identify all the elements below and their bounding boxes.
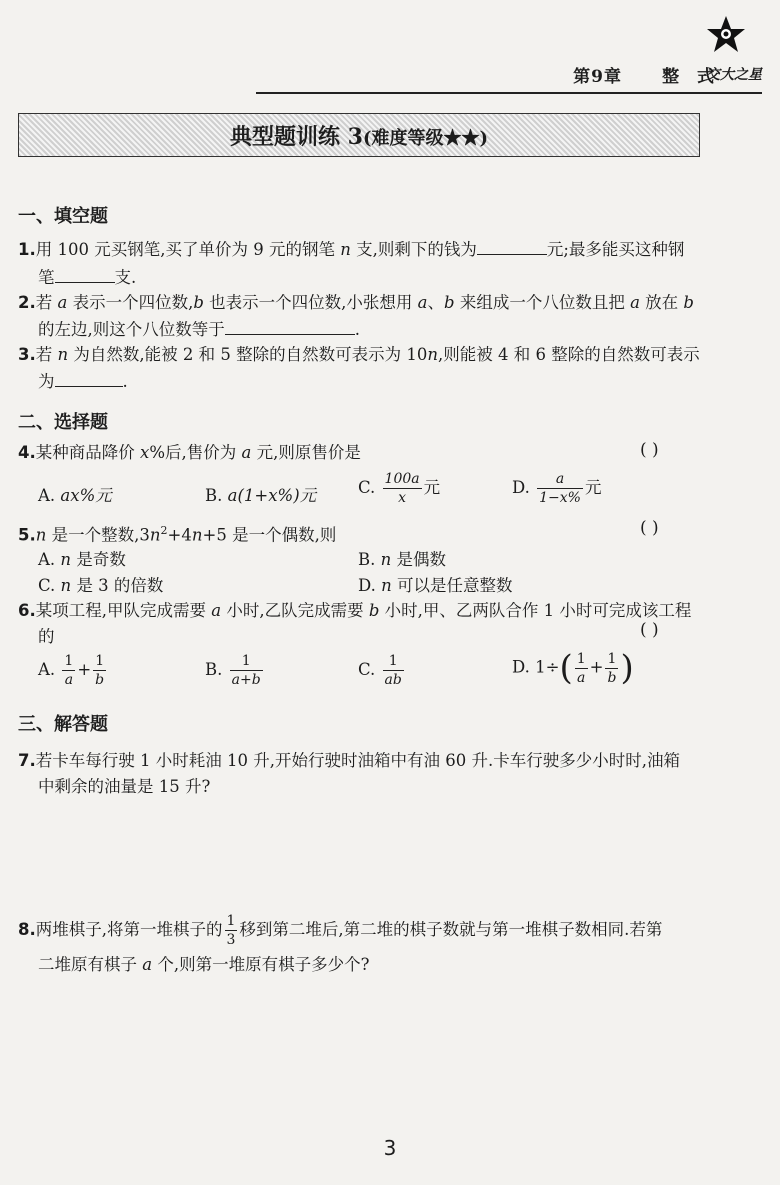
chapter-label: 第9章 xyxy=(573,67,622,87)
answer-paren[interactable]: ( ) xyxy=(640,440,659,460)
q5-option-d[interactable]: D. n 可以是任意整数 xyxy=(358,576,513,595)
q4-option-c[interactable]: C. $\frac{100a}{x}$ 元 xyxy=(358,471,441,506)
question-8-line-1: 8.两堆棋子,将第一堆棋子的 $\frac{1}{3}$ 移到第二堆后,第二堆的棋子数就与第一堆棋子数相同.若第 xyxy=(18,913,663,948)
question-1-line-2: 笔 支. xyxy=(38,264,136,291)
difficulty-label: (难度等级★★) xyxy=(362,128,488,149)
q6-option-d[interactable]: D. 1÷( $\frac{1}{a}$ + $\frac{1}{b}$ ) xyxy=(512,648,634,688)
q6-option-a[interactable]: A. $\frac{1}{a}$ + $\frac{1}{b}$ xyxy=(38,653,105,688)
section-banner xyxy=(18,113,700,157)
question-8-line-2: 二堆原有棋子 a 个,则第一堆原有棋子多少个? xyxy=(38,955,370,974)
question-6-line-2: 的 xyxy=(38,627,55,646)
question-3-line-1: 3.若 n 为自然数,能被 2 和 5 整除的自然数可表示为 10n,则能被 4 和 6 整除的自然数可表示 xyxy=(18,345,700,364)
question-2-line-1: 2.若 a 表示一个四位数,b 也表示一个四位数,小张想用 a、b 来组成一个八位数且把 a 放在 b xyxy=(18,293,694,312)
page-number: 3 xyxy=(383,1136,397,1160)
answer-blank[interactable] xyxy=(55,368,123,387)
answer-paren[interactable]: ( ) xyxy=(640,518,659,538)
answer-blank[interactable] xyxy=(55,264,115,283)
answer-blank[interactable] xyxy=(225,316,355,335)
question-6-line-1: 6.某项工程,甲队完成需要 a 小时,乙队完成需要 b 小时,甲、乙两队合作 1 小时可完成该工程 xyxy=(18,601,692,620)
answer-blank[interactable] xyxy=(477,236,547,255)
section-answer-heading: 三、解答题 xyxy=(18,714,108,735)
question-2-line-2: 的左边,则这个八位数等于 . xyxy=(38,316,360,343)
q5-option-a[interactable]: A. n 是奇数 xyxy=(38,550,126,569)
q6-option-b[interactable]: B. $\frac{1}{a+b}$ xyxy=(205,653,261,688)
star-logo-icon xyxy=(706,14,746,54)
q5-option-c[interactable]: C. n 是 3 的倍数 xyxy=(38,576,164,595)
brand-logo-text: 交大之星 xyxy=(706,67,762,83)
q4-option-a[interactable]: A. ax%元 xyxy=(38,486,112,505)
page-header xyxy=(256,52,762,94)
q5-option-b[interactable]: B. n 是偶数 xyxy=(358,550,447,569)
question-1-line-1: 1.用 100 元买钢笔,买了单价为 9 元的钢笔 n 支,则剩下的钱为 元;最多能买这种钢 xyxy=(18,236,684,263)
question-5-stem: 5.n 是一个整数$,3n^2+4n+5$ 是一个偶数,则 xyxy=(18,524,337,545)
question-3-line-2: 为 . xyxy=(38,368,128,395)
chapter-title: 整 式 xyxy=(662,67,720,87)
question-7-line-2: 中剩余的油量是 15 升? xyxy=(38,777,211,796)
banner-title: 典型题训练 3 xyxy=(229,124,363,150)
section-fill-heading: 一、填空题 xyxy=(18,206,108,227)
question-7-line-1: 7.若卡车每行驶 1 小时耗油 10 升,开始行驶时油箱中有油 60 升.卡车行驶多少小时时,油箱 xyxy=(18,751,680,770)
section-choice-heading: 二、选择题 xyxy=(18,412,108,433)
q4-option-d[interactable]: D. $\frac{a}{1-x\%}$ 元 xyxy=(512,471,602,506)
question-4-stem: 4.某种商品降价 x%后,售价为 a 元,则原售价是 xyxy=(18,443,361,462)
answer-paren[interactable]: ( ) xyxy=(640,620,659,640)
q6-option-c[interactable]: C. $\frac{1}{ab}$ xyxy=(358,653,402,688)
q4-option-b[interactable]: B. a(1+x%)元 xyxy=(205,486,317,505)
